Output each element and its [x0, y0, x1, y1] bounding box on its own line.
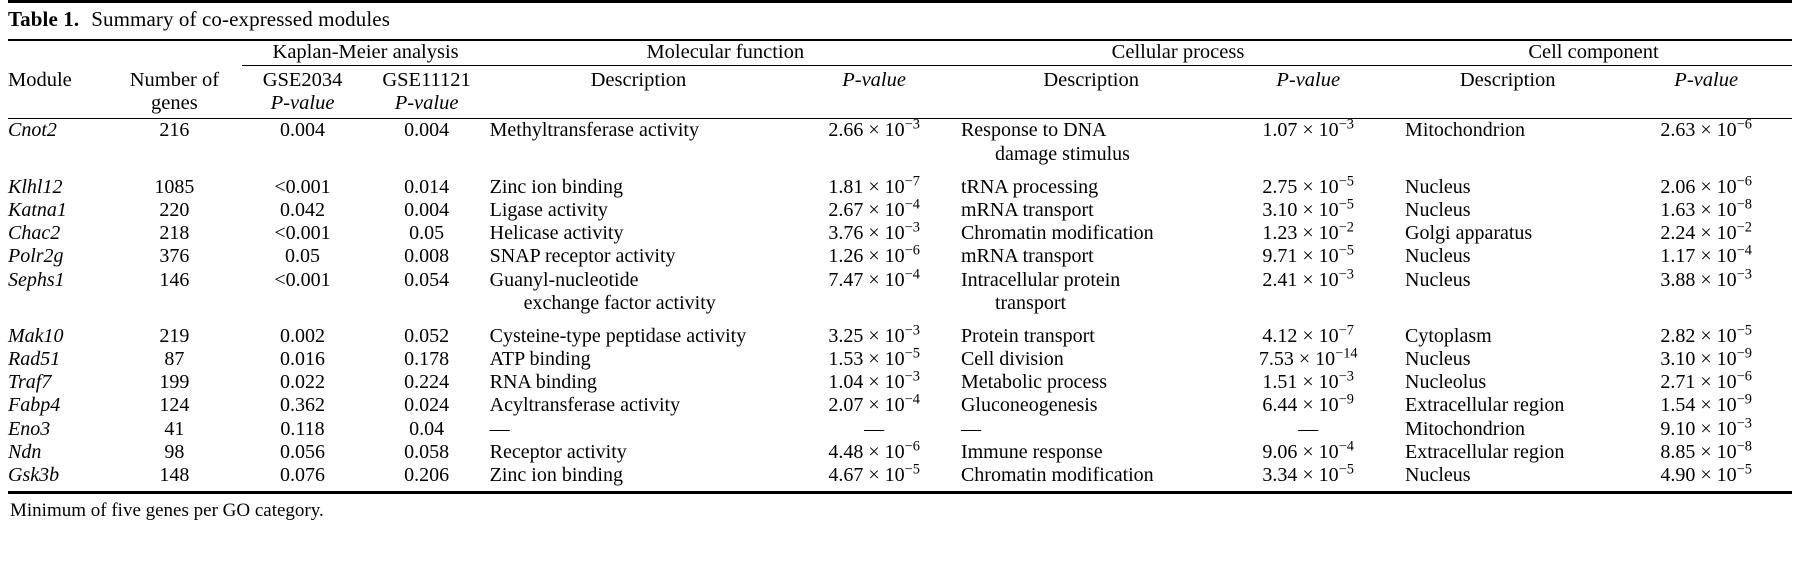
header-cc-pvalue: P-value — [1674, 69, 1739, 91]
pvalue: $9.10 \times 10^{-3}$ — [1660, 415, 1752, 440]
cell-gse11121-pvalue: 0.008 — [404, 245, 450, 268]
cell-mf-description: Ligase activity — [489, 198, 608, 221]
cell-cc-description: Nucleus — [1405, 245, 1471, 268]
cell-cp-description: Chromatin modification — [960, 464, 1154, 487]
cell-cc-pvalue — [1620, 116, 1792, 165]
cell-gse2034-pvalue: 0.022 — [280, 371, 326, 394]
pvalue: $6.44 \times 10^{-9}$ — [1262, 391, 1354, 417]
cell-mf-description: Receptor activity — [489, 440, 627, 463]
pvalue: $1.53 \times 10^{-5}$ — [828, 345, 920, 371]
cell-cc-pvalue — [1620, 322, 1792, 348]
cell-module: Rad51 — [8, 348, 61, 371]
pvalue: $3.25 \times 10^{-3}$ — [828, 322, 920, 347]
rule-molecular-function — [490, 65, 961, 67]
table-row — [8, 176, 1792, 199]
pvalue: $2.63 \times 10^{-6}$ — [1660, 116, 1752, 142]
cell-cc-pvalue — [1620, 438, 1792, 464]
cell-gse2034-pvalue: 0.118 — [280, 417, 325, 440]
cell-number-of-genes: 216 — [159, 119, 190, 142]
cell-cp-pvalue — [1221, 242, 1395, 268]
table-row — [8, 222, 1792, 245]
cell-gse2034-pvalue: 0.004 — [280, 119, 326, 142]
header-mf-pvalue: P-value — [842, 69, 906, 91]
cell-cp-description: Intracellular protein transport — [960, 268, 1121, 314]
cell-cc-pvalue — [1620, 415, 1792, 441]
cell-cc-description: Nucleus — [1405, 464, 1471, 487]
cell-mf-pvalue — [787, 438, 961, 464]
pvalue: $4.48 \times 10^{-6}$ — [828, 438, 920, 463]
cell-number-of-genes: 98 — [164, 440, 185, 463]
header-cp-description: Description — [1043, 69, 1139, 91]
pvalue: $4.90 \times 10^{-5}$ — [1660, 461, 1752, 487]
cell-gse11121-pvalue: 0.224 — [404, 371, 450, 394]
cell-cp-description: — — [960, 417, 981, 440]
pvalue: $2.24 \times 10^{-2}$ — [1660, 219, 1752, 245]
cell-mf-pvalue — [787, 345, 961, 371]
cell-cc-pvalue — [1620, 368, 1792, 394]
cell-mf-pvalue — [787, 116, 961, 165]
header-gse2034-id: GSE2034 — [262, 69, 343, 91]
table-row — [8, 325, 1792, 348]
cell-gse11121-pvalue: 0.178 — [404, 348, 450, 371]
cell-cp-pvalue — [1221, 438, 1395, 464]
cell-module: Fabp4 — [8, 394, 61, 417]
cell-module: Polr2g — [8, 245, 64, 268]
cell-number-of-genes: 148 — [159, 464, 190, 487]
cell-mf-description: Methyltransferase activity — [489, 119, 699, 142]
cell-gse11121-pvalue: 0.058 — [404, 440, 450, 463]
cell-mf-description: ATP binding — [489, 348, 591, 371]
cell-gse11121-pvalue: 0.054 — [404, 268, 450, 291]
rule-kaplan-meier — [242, 65, 490, 67]
table-row — [8, 269, 1792, 315]
table-row — [8, 418, 1792, 441]
cell-cp-description: Immune response — [960, 440, 1103, 463]
cell-gse2034-pvalue: 0.362 — [280, 394, 326, 417]
cell-number-of-genes: 376 — [159, 245, 190, 268]
cell-cp-pvalue — [1221, 116, 1395, 165]
cell-mf-pvalue — [787, 196, 961, 222]
pvalue: $2.66 \times 10^{-3}$ — [828, 116, 920, 142]
cell-gse2034-pvalue: 0.076 — [280, 464, 326, 487]
header-gse2034-pvalue: P-value — [270, 91, 335, 114]
cell-cc-description: Nucleolus — [1405, 371, 1487, 394]
cell-cc-pvalue — [1620, 242, 1792, 268]
cell-cp-description: Chromatin modification — [960, 222, 1154, 245]
cell-cp-pvalue — [1221, 173, 1395, 199]
cell-cp-pvalue — [1221, 368, 1395, 394]
cell-gse2034-pvalue: 0.042 — [280, 198, 326, 221]
cell-number-of-genes: 41 — [164, 417, 185, 440]
table-row — [8, 348, 1792, 371]
header-number-of-genes — [107, 69, 241, 115]
pvalue: $2.71 \times 10^{-6}$ — [1660, 368, 1752, 394]
header-number-of-genes-l1: Number of — [129, 69, 220, 91]
cell-number-of-genes: 146 — [159, 268, 190, 291]
cell-cc-description: Nucleus — [1405, 348, 1471, 371]
pvalue: $4.67 \times 10^{-5}$ — [828, 461, 920, 487]
pvalue: $3.10 \times 10^{-9}$ — [1660, 345, 1752, 371]
header-cc-description: Description — [1459, 69, 1556, 91]
cell-cp-pvalue — [1221, 391, 1395, 417]
cell-mf-description: Acyltransferase activity — [489, 394, 681, 417]
row-gap — [8, 315, 1792, 325]
pvalue: — — [1298, 417, 1319, 440]
table-footnote: Minimum of five genes per GO category. — [10, 499, 324, 521]
pvalue: $2.06 \times 10^{-6}$ — [1660, 173, 1752, 198]
cell-cp-pvalue — [1221, 322, 1395, 348]
header-sub-row — [8, 69, 1792, 115]
cell-mf-description: Helicase activity — [489, 222, 624, 245]
cell-cp-pvalue — [1221, 461, 1395, 487]
cell-cc-description: Cytoplasm — [1405, 324, 1492, 347]
cell-cc-pvalue — [1620, 265, 1792, 315]
summary-table — [8, 41, 1792, 115]
header-cellular-process: Cellular process — [1111, 40, 1245, 63]
cell-cp-description: Cell division — [960, 348, 1064, 371]
cell-cp-description: Gluconeogenesis — [960, 394, 1098, 417]
table-row — [8, 371, 1792, 394]
cell-module: Katna1 — [8, 198, 67, 221]
header-mf-description: Description — [590, 69, 687, 91]
cell-cp-description: Response to DNA damage stimulus — [960, 119, 1130, 165]
pvalue: $1.51 \times 10^{-3}$ — [1262, 368, 1354, 394]
pvalue: $9.71 \times 10^{-5}$ — [1262, 242, 1354, 268]
cell-mf-pvalue — [787, 265, 961, 315]
cell-number-of-genes: 220 — [159, 198, 190, 221]
cell-mf-pvalue — [787, 242, 961, 268]
table-row — [8, 441, 1792, 464]
cell-gse2034-pvalue: 0.002 — [280, 324, 326, 347]
cell-cp-pvalue — [1221, 265, 1395, 315]
pvalue: $3.76 \times 10^{-3}$ — [828, 219, 920, 245]
cell-mf-description: — — [489, 417, 510, 440]
pvalue: $2.82 \times 10^{-5}$ — [1660, 322, 1752, 347]
pvalue: $1.07 \times 10^{-3}$ — [1262, 116, 1354, 142]
table-row — [8, 394, 1792, 417]
caption-number: Table 1. — [8, 7, 80, 31]
cell-mf-pvalue — [787, 173, 961, 199]
cell-cp-description: tRNA processing — [960, 175, 1099, 198]
cell-mf-pvalue — [787, 461, 961, 487]
cell-cp-pvalue — [1221, 418, 1395, 441]
cell-mf-description: Cysteine-type peptidase activity — [489, 324, 747, 347]
cell-module: Ndn — [8, 440, 42, 463]
pvalue: $4.12 \times 10^{-7}$ — [1262, 322, 1354, 347]
summary-table-body — [8, 116, 1792, 487]
cell-cc-description: Golgi apparatus — [1405, 222, 1533, 245]
cell-cc-description: Extracellular region — [1405, 394, 1565, 417]
cell-gse2034-pvalue: 0.056 — [280, 440, 326, 463]
table-row — [8, 464, 1792, 487]
cell-cc-description: Extracellular region — [1405, 440, 1565, 463]
cell-mf-description: SNAP receptor activity — [489, 245, 676, 268]
header-cell-component: Cell component — [1528, 40, 1659, 63]
cell-number-of-genes: 87 — [164, 348, 185, 371]
pvalue: $1.81 \times 10^{-7}$ — [828, 173, 920, 198]
cell-gse11121-pvalue: 0.04 — [409, 417, 445, 440]
header-gse11121-id: GSE11121 — [382, 69, 471, 91]
cell-number-of-genes: 124 — [159, 394, 190, 417]
cell-module: Mak10 — [8, 324, 64, 347]
cell-module: Sephs1 — [8, 268, 65, 291]
pvalue: $1.17 \times 10^{-4}$ — [1660, 242, 1752, 268]
cell-cc-pvalue — [1620, 219, 1792, 245]
cell-cp-description: Metabolic process — [960, 371, 1108, 394]
caption-text: Summary of co-expressed modules — [91, 7, 391, 31]
pvalue: $2.67 \times 10^{-4}$ — [828, 196, 920, 221]
cell-mf-pvalue — [787, 219, 961, 245]
header-kaplan-meier: Kaplan-Meier analysis — [272, 40, 459, 63]
cell-cc-description: Mitochondrion — [1405, 417, 1526, 440]
pvalue: $1.04 \times 10^{-3}$ — [828, 368, 920, 394]
cell-module: Cnot2 — [8, 119, 57, 142]
pvalue: $7.47 \times 10^{-4}$ — [828, 265, 920, 291]
pvalue: $1.26 \times 10^{-6}$ — [828, 242, 920, 268]
pvalue: $2.07 \times 10^{-4}$ — [828, 391, 920, 417]
header-gse11121-pvalue: P-value — [394, 91, 459, 114]
cell-number-of-genes: 199 — [159, 371, 190, 394]
cell-number-of-genes: 219 — [159, 324, 190, 347]
cell-cc-pvalue — [1620, 391, 1792, 417]
cell-gse11121-pvalue: 0.004 — [404, 119, 450, 142]
pvalue: $3.10 \times 10^{-5}$ — [1262, 196, 1354, 221]
table-row — [8, 199, 1792, 222]
cell-cp-description: Protein transport — [960, 324, 1095, 347]
pvalue: $2.41 \times 10^{-3}$ — [1262, 265, 1354, 291]
pvalue: $3.34 \times 10^{-5}$ — [1262, 461, 1354, 487]
cell-cc-description: Mitochondrion — [1405, 119, 1526, 142]
cell-module: Traf7 — [8, 371, 52, 394]
cell-gse2034-pvalue: 0.05 — [285, 245, 321, 268]
cell-module: Klhl12 — [8, 175, 63, 198]
pvalue: $9.06 \times 10^{-4}$ — [1262, 438, 1354, 463]
header-cp-pvalue: P-value — [1276, 69, 1341, 91]
cell-mf-description: Guanyl-nucleotide exchange factor activity — [489, 268, 716, 314]
rule-cellular-process — [961, 65, 1395, 67]
cell-gse11121-pvalue: 0.024 — [404, 394, 450, 417]
cell-cp-pvalue — [1221, 219, 1395, 245]
cell-cc-pvalue — [1620, 173, 1792, 199]
cell-mf-pvalue — [787, 368, 961, 394]
cell-mf-pvalue — [787, 322, 961, 348]
cell-gse11121-pvalue: 0.014 — [404, 175, 450, 198]
cell-cc-description: Nucleus — [1405, 198, 1471, 221]
cell-cc-description: Nucleus — [1405, 268, 1471, 291]
cell-cp-pvalue — [1221, 196, 1395, 222]
header-number-of-genes-l2: genes — [151, 91, 198, 114]
cell-mf-pvalue — [787, 391, 961, 417]
cell-gse11121-pvalue: 0.206 — [404, 464, 450, 487]
header-molecular-function: Molecular function — [646, 40, 805, 63]
cell-cc-pvalue — [1620, 196, 1792, 222]
cell-cp-pvalue — [1221, 345, 1395, 371]
row-gap — [8, 166, 1792, 176]
pvalue: — — [864, 417, 885, 440]
pvalue: $3.88 \times 10^{-3}$ — [1660, 265, 1752, 291]
cell-number-of-genes: 1085 — [154, 175, 195, 198]
cell-mf-pvalue — [787, 418, 961, 441]
cell-number-of-genes: 218 — [159, 222, 190, 245]
cell-gse2034-pvalue: <0.001 — [274, 222, 331, 245]
rule-cell-component — [1395, 65, 1792, 67]
pvalue: $1.63 \times 10^{-8}$ — [1660, 196, 1752, 221]
cell-gse2034-pvalue: 0.016 — [280, 348, 326, 371]
cell-gse11121-pvalue: 0.004 — [404, 198, 450, 221]
cell-mf-description: Zinc ion binding — [489, 175, 623, 198]
table-row — [8, 245, 1792, 268]
pvalue: $2.75 \times 10^{-5}$ — [1262, 173, 1354, 198]
cell-module: Eno3 — [8, 417, 51, 440]
pvalue: $8.85 \times 10^{-8}$ — [1660, 438, 1752, 463]
cell-gse11121-pvalue: 0.05 — [409, 222, 445, 245]
cell-cp-description: mRNA transport — [960, 198, 1094, 221]
cell-cc-pvalue — [1620, 345, 1792, 371]
cell-gse11121-pvalue: 0.052 — [404, 324, 450, 347]
pvalue: $7.53 \times 10^{-14}$ — [1258, 345, 1358, 371]
header-module: Module — [8, 69, 72, 91]
cell-module: Gsk3b — [8, 464, 60, 487]
cell-cp-description: mRNA transport — [960, 245, 1094, 268]
cell-gse2034-pvalue: <0.001 — [274, 175, 331, 198]
table-row — [8, 119, 1792, 165]
cell-cc-pvalue — [1620, 461, 1792, 487]
table-caption — [8, 3, 1792, 39]
cell-module: Chac2 — [8, 222, 61, 245]
header-gse11121 — [364, 69, 490, 115]
pvalue: $1.54 \times 10^{-9}$ — [1660, 391, 1752, 417]
header-gse2034 — [242, 69, 364, 115]
cell-cc-description: Nucleus — [1405, 175, 1471, 198]
cell-gse2034-pvalue: <0.001 — [274, 268, 331, 291]
header-group-row — [8, 41, 1792, 64]
cell-mf-description: RNA binding — [489, 371, 597, 394]
pvalue: $1.23 \times 10^{-2}$ — [1262, 219, 1354, 245]
cell-mf-description: Zinc ion binding — [489, 464, 623, 487]
